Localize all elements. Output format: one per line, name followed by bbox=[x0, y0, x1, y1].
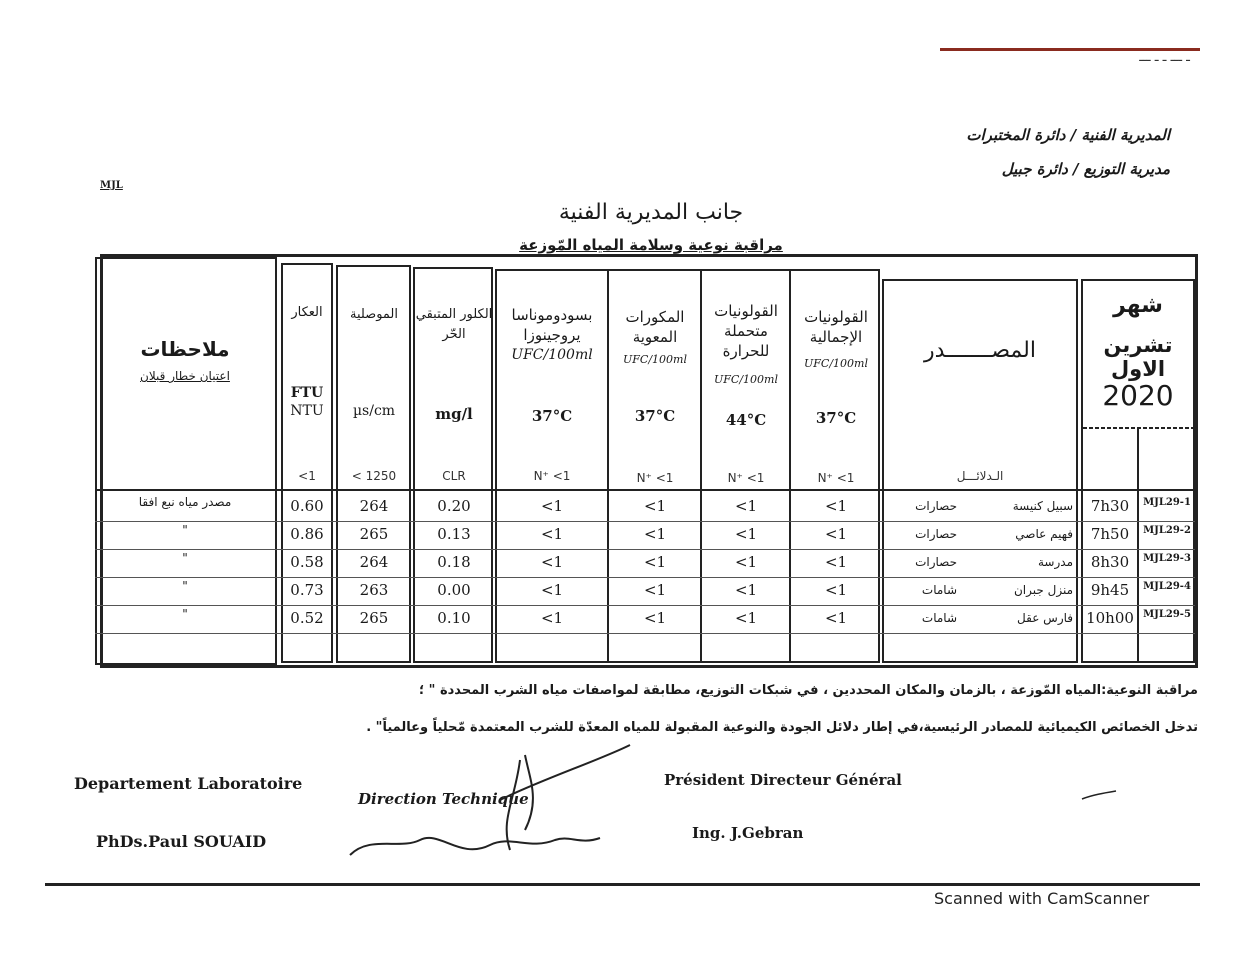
thermo-coliforms-norm: N⁺ <1 bbox=[727, 471, 765, 485]
row-note: " bbox=[182, 551, 188, 565]
row-time: 9h45 bbox=[1090, 581, 1130, 599]
pen-mark bbox=[1080, 785, 1120, 805]
row-chlorine: 0.10 bbox=[437, 609, 471, 627]
row-site: فهيم عاصي bbox=[1015, 527, 1073, 541]
conclusion-compliance: مراقبة النوعية:المياه المّوزعة ، بالزمان والمكان المحددين ، في شبكات التوزيع، مطابقة لمواصفات مياه الشرب المحددة " ؛ bbox=[418, 683, 1198, 698]
month-label: شهر bbox=[1113, 293, 1163, 318]
row-thermo-coliforms: <1 bbox=[734, 497, 758, 515]
pdg-name: Ing. J.Gebran bbox=[692, 824, 804, 842]
row-pseudomonas: <1 bbox=[540, 553, 564, 571]
row-total-coliforms: <1 bbox=[824, 525, 848, 543]
row-town: حصارات bbox=[915, 555, 957, 569]
row-total-coliforms: <1 bbox=[824, 497, 848, 515]
month-year: 2020 bbox=[1102, 379, 1174, 412]
pseudomonas-temp: 37°C bbox=[531, 407, 573, 425]
header-directorate: المديرية الفنية / دائرة المختبرات bbox=[966, 126, 1170, 144]
tech-title: Direction Technique bbox=[358, 790, 529, 808]
chlorine-norm: CLR bbox=[442, 469, 466, 483]
row-turbidity: 0.60 bbox=[290, 497, 324, 515]
row-conductivity: 265 bbox=[359, 525, 389, 543]
total-coliforms-header: القولونيات الإجمالية bbox=[804, 308, 868, 346]
row-code: MJL29-2 bbox=[1143, 525, 1191, 536]
turbidity-norm: <1 bbox=[298, 469, 316, 483]
header-distribution: مديرية التوزيع / دائرة جبيل bbox=[1001, 160, 1170, 178]
lab-title: Departement Laboratoire bbox=[74, 774, 303, 793]
row-note: " bbox=[182, 607, 188, 621]
row-thermo-coliforms: <1 bbox=[734, 553, 758, 571]
row-time: 7h30 bbox=[1090, 497, 1130, 515]
pseudomonas-header: بسودوموناسا يروجينوزا bbox=[511, 306, 593, 344]
row-enterococci: <1 bbox=[643, 497, 667, 515]
chlorine-header: الكلور المتبقي الحّر bbox=[415, 307, 493, 342]
row-town: حصارات bbox=[915, 527, 957, 541]
row-pseudomonas: <1 bbox=[540, 525, 564, 543]
turbidity-header: العكار bbox=[291, 305, 323, 320]
source-norm: الـدلائـــل bbox=[956, 469, 1004, 483]
row-pseudomonas: <1 bbox=[540, 581, 564, 599]
row-thermo-coliforms: <1 bbox=[734, 609, 758, 627]
row-note: " bbox=[182, 579, 188, 593]
handwritten-signature bbox=[340, 740, 640, 880]
row-enterococci: <1 bbox=[643, 609, 667, 627]
row-site: فارس عقل bbox=[1017, 611, 1073, 625]
row-code: MJL29-1 bbox=[1143, 497, 1191, 508]
row-chlorine: 0.18 bbox=[437, 553, 471, 571]
row-site: منزل جبران bbox=[1013, 583, 1073, 597]
enterococci-temp: 37°C bbox=[634, 407, 676, 425]
turbidity-unit-ntu: NTU bbox=[290, 403, 324, 419]
row-conductivity: 264 bbox=[359, 497, 389, 515]
row-chlorine: 0.00 bbox=[437, 581, 471, 599]
row-code: MJL29-5 bbox=[1143, 609, 1191, 620]
row-conductivity: 265 bbox=[359, 609, 389, 627]
ref-code: MJL bbox=[100, 180, 123, 191]
total-coliforms-unit: UFC/100ml bbox=[804, 357, 868, 370]
row-note: مصدر مياه نبع افقا bbox=[138, 495, 232, 509]
row-pseudomonas: <1 bbox=[540, 497, 564, 515]
month-name: تشرين الاول bbox=[1103, 333, 1173, 381]
row-site: مدرسة bbox=[1037, 555, 1073, 569]
enterococci-header: المكورات المعوية bbox=[625, 308, 685, 346]
conductivity-unit: µs/cm bbox=[352, 403, 396, 419]
thermo-coliforms-unit: UFC/100ml bbox=[714, 373, 778, 386]
row-code: MJL29-3 bbox=[1143, 553, 1191, 564]
row-total-coliforms: <1 bbox=[824, 609, 848, 627]
pseudomonas-unit: UFC/100ml bbox=[511, 347, 593, 363]
row-site: سبيل كنيسة bbox=[1012, 499, 1073, 513]
source-header: المصـــــــدر bbox=[924, 338, 1036, 363]
row-conductivity: 264 bbox=[359, 553, 389, 571]
row-time: 8h30 bbox=[1090, 553, 1130, 571]
row-conductivity: 263 bbox=[359, 581, 389, 599]
pdg-title: Président Directeur Général bbox=[664, 771, 902, 789]
row-time: 10h00 bbox=[1086, 609, 1134, 627]
row-town: حصارات bbox=[915, 499, 957, 513]
notes-column bbox=[95, 257, 277, 665]
enterococci-norm: N⁺ <1 bbox=[636, 471, 674, 485]
row-enterococci: <1 bbox=[643, 525, 667, 543]
lab-name: PhDs.Paul SOUAID bbox=[96, 832, 267, 851]
row-turbidity: 0.58 bbox=[290, 553, 324, 571]
row-turbidity: 0.52 bbox=[290, 609, 324, 627]
results-table bbox=[100, 254, 1198, 668]
bottom-edge-line bbox=[45, 883, 1200, 886]
turbidity-unit-ftu: FTU bbox=[290, 385, 324, 401]
row-total-coliforms: <1 bbox=[824, 553, 848, 571]
row-turbidity: 0.73 bbox=[290, 581, 324, 599]
scanner-watermark: Scanned with CamScanner bbox=[934, 889, 1150, 908]
row-note: " bbox=[182, 523, 188, 537]
row-town: شامات bbox=[921, 583, 957, 597]
row-code: MJL29-4 bbox=[1143, 581, 1191, 592]
thermo-coliforms-header: القولونيات متحملة للحرارة bbox=[714, 302, 778, 360]
page-subtitle: مراقبة نوعية وسلامة المياه المّوزعة bbox=[519, 236, 783, 254]
notes-sub: اعتيان خطار قبلان bbox=[140, 369, 230, 383]
page-title: جانب المديرية الفنية bbox=[558, 200, 744, 225]
row-total-coliforms: <1 bbox=[824, 581, 848, 599]
pseudomonas-norm: N⁺ <1 bbox=[533, 469, 571, 483]
row-chlorine: 0.13 bbox=[437, 525, 471, 543]
row-town: شامات bbox=[921, 611, 957, 625]
row-thermo-coliforms: <1 bbox=[734, 525, 758, 543]
row-time: 7h50 bbox=[1090, 525, 1130, 543]
notes-header: ملاحظات bbox=[140, 337, 230, 361]
chlorine-unit: mg/l bbox=[435, 405, 473, 423]
row-turbidity: 0.86 bbox=[290, 525, 324, 543]
top-scribble: ـ ـــ ـ ـ ـــ bbox=[1139, 50, 1190, 65]
conductivity-header: الموصلية bbox=[349, 307, 399, 322]
total-coliforms-norm: N⁺ <1 bbox=[817, 471, 855, 485]
turbidity-column bbox=[281, 263, 333, 663]
conclusion-chemical: تدخل الخصائص الكيميائية للمصادر الرئيسية،في إطار دلائل الجودة والنوعية المقبولة للمياه المعدّة للشرب المعتمدة مّحلياً وعالمياً" . bbox=[366, 720, 1198, 735]
row-enterococci: <1 bbox=[643, 553, 667, 571]
enterococci-unit: UFC/100ml bbox=[623, 353, 687, 366]
conductivity-norm: < 1250 bbox=[351, 469, 397, 483]
row-chlorine: 0.20 bbox=[437, 497, 471, 515]
row-thermo-coliforms: <1 bbox=[734, 581, 758, 599]
row-pseudomonas: <1 bbox=[540, 609, 564, 627]
thermo-coliforms-temp: 44°C bbox=[725, 411, 767, 429]
total-coliforms-temp: 37°C bbox=[815, 409, 857, 427]
row-enterococci: <1 bbox=[643, 581, 667, 599]
